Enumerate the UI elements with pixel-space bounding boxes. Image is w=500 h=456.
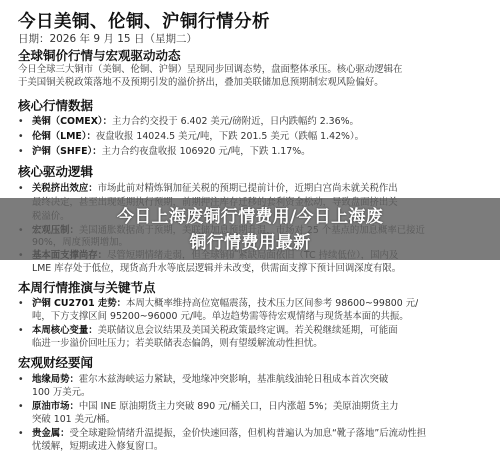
item-label: 本周核心变量： bbox=[32, 325, 98, 336]
data-item-lme bbox=[18, 128, 364, 142]
bullet-icon: • bbox=[18, 298, 24, 309]
item-text: 中国 INE 原油期货主力突破 890 元/桶关口，日内涨超 5%；美原油期货主力 bbox=[78, 401, 399, 412]
item-text: 市场此前对精炼铜加征关税的预期已提前计价，近期白宫尚未就关税作出 bbox=[97, 183, 398, 194]
item-text: 霍尔木兹海峡运力紧缺，受地缘冲突影响，基准航线油轮日租成本首次突破 bbox=[78, 374, 389, 385]
item-text: 夜盘收报 14024.5 美元/吨，下跌 201.5 美元（跌幅 1.42%）。 bbox=[95, 131, 365, 142]
item-label: 地缘局势： bbox=[32, 374, 79, 385]
macro-item bbox=[18, 398, 399, 412]
item-label: 原油市场： bbox=[32, 401, 79, 412]
bullet-icon: • bbox=[18, 116, 24, 127]
macro-item-cont: 忧缓解，短期或进入修复窗口。 bbox=[32, 441, 164, 452]
bullet-icon: • bbox=[18, 428, 24, 439]
article-date: 日期：2026 年 9 月 15 日（星期二） bbox=[18, 33, 197, 45]
overview-line: 今日全球三大铜市（美铜、伦铜、沪铜）呈现同步回调态势，盘面整体承压。核心驱动逻辑在 bbox=[18, 64, 403, 75]
strategy-item-cont: 临进一步溢价回吐压力；若美联储表态偏鸽，则有望缓解流动性担忧。 bbox=[32, 338, 323, 349]
page-title: 今日美铜、伦铜、沪铜行情分析 bbox=[18, 12, 270, 32]
strategy-item bbox=[18, 295, 418, 309]
section-heading-macro: 宏观财经要闻 bbox=[18, 355, 94, 370]
bullet-icon: • bbox=[18, 374, 24, 385]
section-heading-drivers: 核心驱动逻辑 bbox=[18, 164, 94, 179]
bullet-icon: • bbox=[18, 401, 24, 412]
item-label: 伦铜（LME）： bbox=[32, 131, 96, 142]
macro-item-cont: 突破 101 美元/桶。 bbox=[32, 414, 116, 425]
banner-headline-line1[interactable]: 今日上海废铜行情费用/今日上海废 bbox=[116, 207, 383, 227]
item-label: 沪铜（SHFE）： bbox=[32, 146, 102, 157]
bullet-icon: • bbox=[18, 131, 24, 142]
item-text: 受全球避险情绪升温提振，金价快速回落，但机构普遍认为加息“靴子落地”后流动性担 bbox=[69, 428, 427, 439]
bullet-icon: • bbox=[18, 146, 24, 157]
data-item-shfe bbox=[18, 143, 311, 157]
banner-headline-line2[interactable]: 铜行情费用最新 bbox=[189, 233, 311, 253]
item-label: 沪铜 CU2701 走势： bbox=[32, 298, 126, 309]
data-item-comex bbox=[18, 113, 359, 127]
bullet-icon: • bbox=[18, 183, 24, 194]
item-label: 美铜（COMEX）： bbox=[32, 116, 112, 127]
overview-line: 于美国铜关税政策落地不及预期引发的溢价挤出，叠加美联储加息预期制宏观风险偏好。 bbox=[18, 77, 384, 88]
macro-item bbox=[18, 371, 388, 385]
section-heading-overview: 全球铜价行情与宏观驱动动态 bbox=[18, 48, 181, 63]
macro-item-cont: 100 万美元。 bbox=[32, 387, 91, 398]
strategy-item-cont: 吨，下方支撑区间 95200~96000 元/吨。单边趋势需等待宏观情绪与现货基本面的共振。 bbox=[32, 311, 409, 322]
section-heading-strategy: 本周行情推演与关键节点 bbox=[18, 280, 156, 295]
item-label: 贵金属： bbox=[32, 428, 70, 439]
item-text: 主力合约夜盘收报 106920 元/吨，下跌 1.17%。 bbox=[101, 146, 311, 157]
item-text: 本周大概率维持高位宽幅震荡，技术压力区间参考 98600~99800 元/ bbox=[126, 298, 419, 309]
macro-item bbox=[18, 425, 426, 439]
driver-item-cont: LME 库存处于低位，现货高升水等底层逻辑并未改变，供需面支撑下预计回调深度有限。 bbox=[32, 263, 402, 274]
strategy-item bbox=[18, 322, 398, 336]
item-text: 美联储议息会议结果及美国关税政策最终定调。若关税继续延期，可能面 bbox=[97, 325, 398, 336]
item-text: 主力合约交投于 6.402 美元/磅附近，日内跌幅约 2.36%。 bbox=[112, 116, 359, 127]
bullet-icon: • bbox=[18, 325, 24, 336]
driver-item bbox=[18, 180, 398, 194]
section-heading-data: 核心行情数据 bbox=[18, 98, 94, 113]
item-label: 关税挤出效应： bbox=[32, 183, 98, 194]
